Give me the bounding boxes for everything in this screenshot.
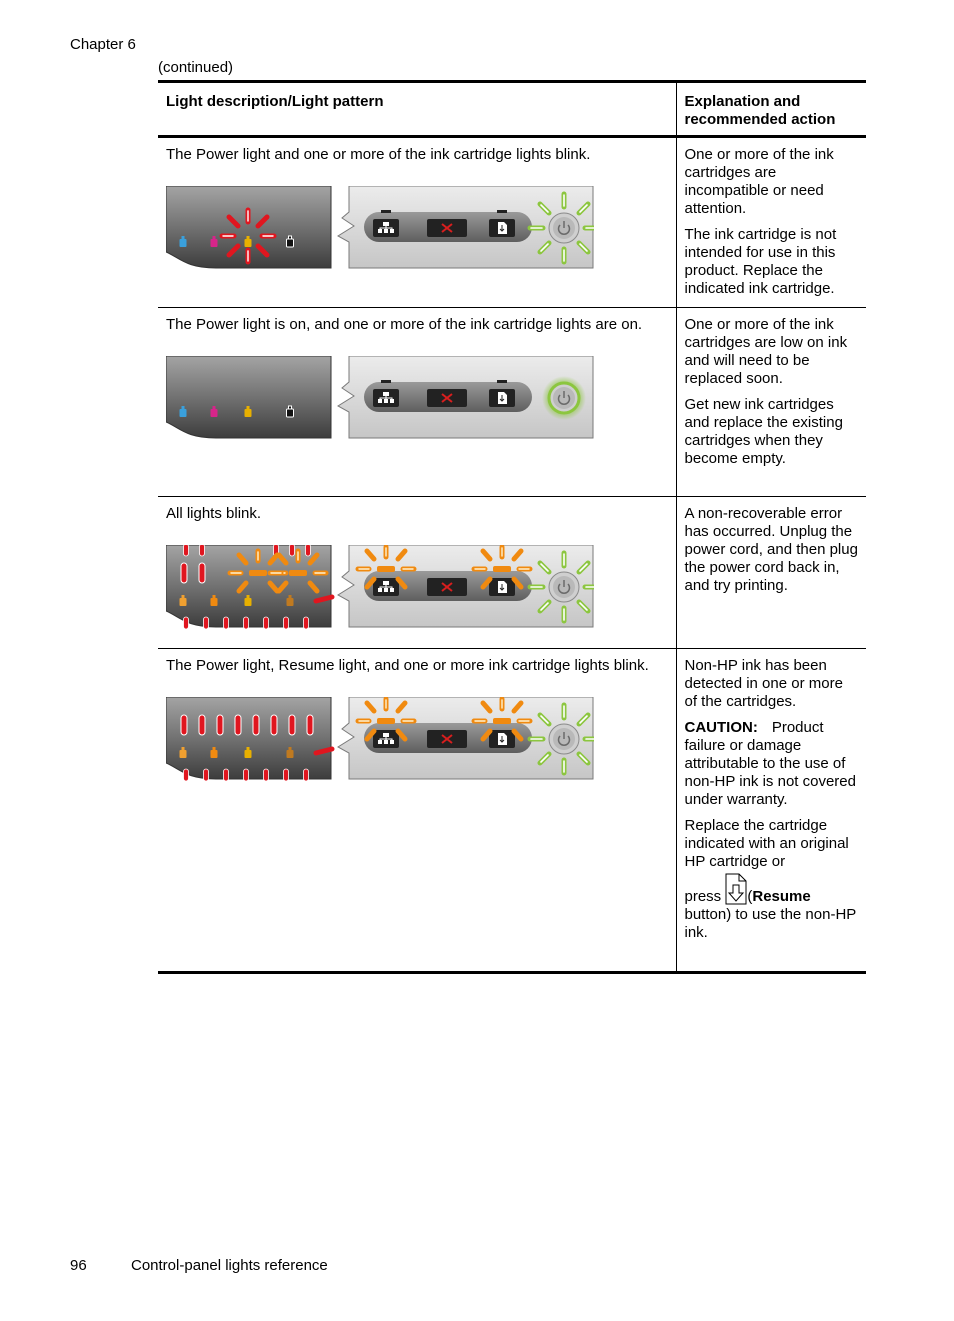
table-row — [158, 308, 866, 497]
caution-note — [685, 719, 859, 809]
page-number: 96 — [70, 1257, 87, 1274]
light-description: All lights blink. — [166, 505, 262, 522]
footer-section-title: Control-panel lights reference — [131, 1257, 328, 1274]
control-panel-illustration — [166, 697, 594, 781]
explanation-cell — [676, 308, 866, 497]
resume-open: ( — [747, 888, 753, 905]
control-panel-illustration — [166, 186, 594, 270]
light-description: The Power light is on, and one or more of the ink cartridge lights are on. — [166, 316, 643, 333]
explanation-cell — [676, 137, 866, 308]
chapter-label: Chapter 6 — [70, 36, 136, 53]
light-description-cell — [158, 308, 676, 497]
explanation-cell — [676, 497, 866, 649]
explanation-cell — [676, 649, 866, 973]
table-header-row — [158, 82, 866, 137]
table-row — [158, 497, 866, 649]
control-panel-illustration — [166, 545, 594, 629]
column-header-light-description: Light description/Light pattern — [158, 82, 676, 137]
resume-instruction — [685, 873, 859, 942]
explanation-text: One or more of the ink cartridges are incompatible or need attention. — [684, 146, 834, 217]
lights-table — [158, 80, 866, 974]
column-header-explanation: Explanation and recommended action — [676, 82, 866, 137]
resume-rest: button) to use the non-HP ink. — [684, 906, 857, 941]
light-description-cell — [158, 497, 676, 649]
light-description-cell — [158, 649, 676, 973]
caution-label: CAUTION: — [684, 719, 758, 736]
control-panel-illustration — [166, 356, 594, 440]
caution-text: Product failure or damage attributable to the use of non-HP ink is not covered under warranty. — [684, 719, 856, 808]
explanation-text: One or more of the ink cartridges are low on ink and will need to be replaced soon. — [684, 316, 848, 387]
explanation-text: A non-recoverable error has occurred. Unplug the power cord, and then plug the power cord back in, and try printing. — [684, 505, 858, 594]
explanation-text: Non-HP ink has been detected in one or more of the cartridges. — [684, 657, 843, 710]
replace-instruction: Replace the cartridge indicated with an original HP cartridge or — [684, 817, 849, 870]
explanation-text: Get new ink cartridges and replace the existing cartridges when they become empty. — [684, 396, 843, 467]
light-description: The Power light, Resume light, and one or more ink cartridge lights blink. — [166, 657, 649, 674]
light-description-cell — [158, 137, 676, 308]
explanation-text: The ink cartridge is not intended for use in this product. Replace the indicated ink cartridge. — [684, 226, 837, 297]
continued-label: (continued) — [158, 59, 234, 76]
press-text: press — [684, 888, 722, 905]
resume-button-icon — [725, 873, 747, 905]
table-row — [158, 649, 866, 973]
table-row — [158, 137, 866, 308]
light-description: The Power light and one or more of the ink cartridge lights blink. — [166, 146, 591, 163]
resume-label: Resume — [752, 888, 811, 905]
